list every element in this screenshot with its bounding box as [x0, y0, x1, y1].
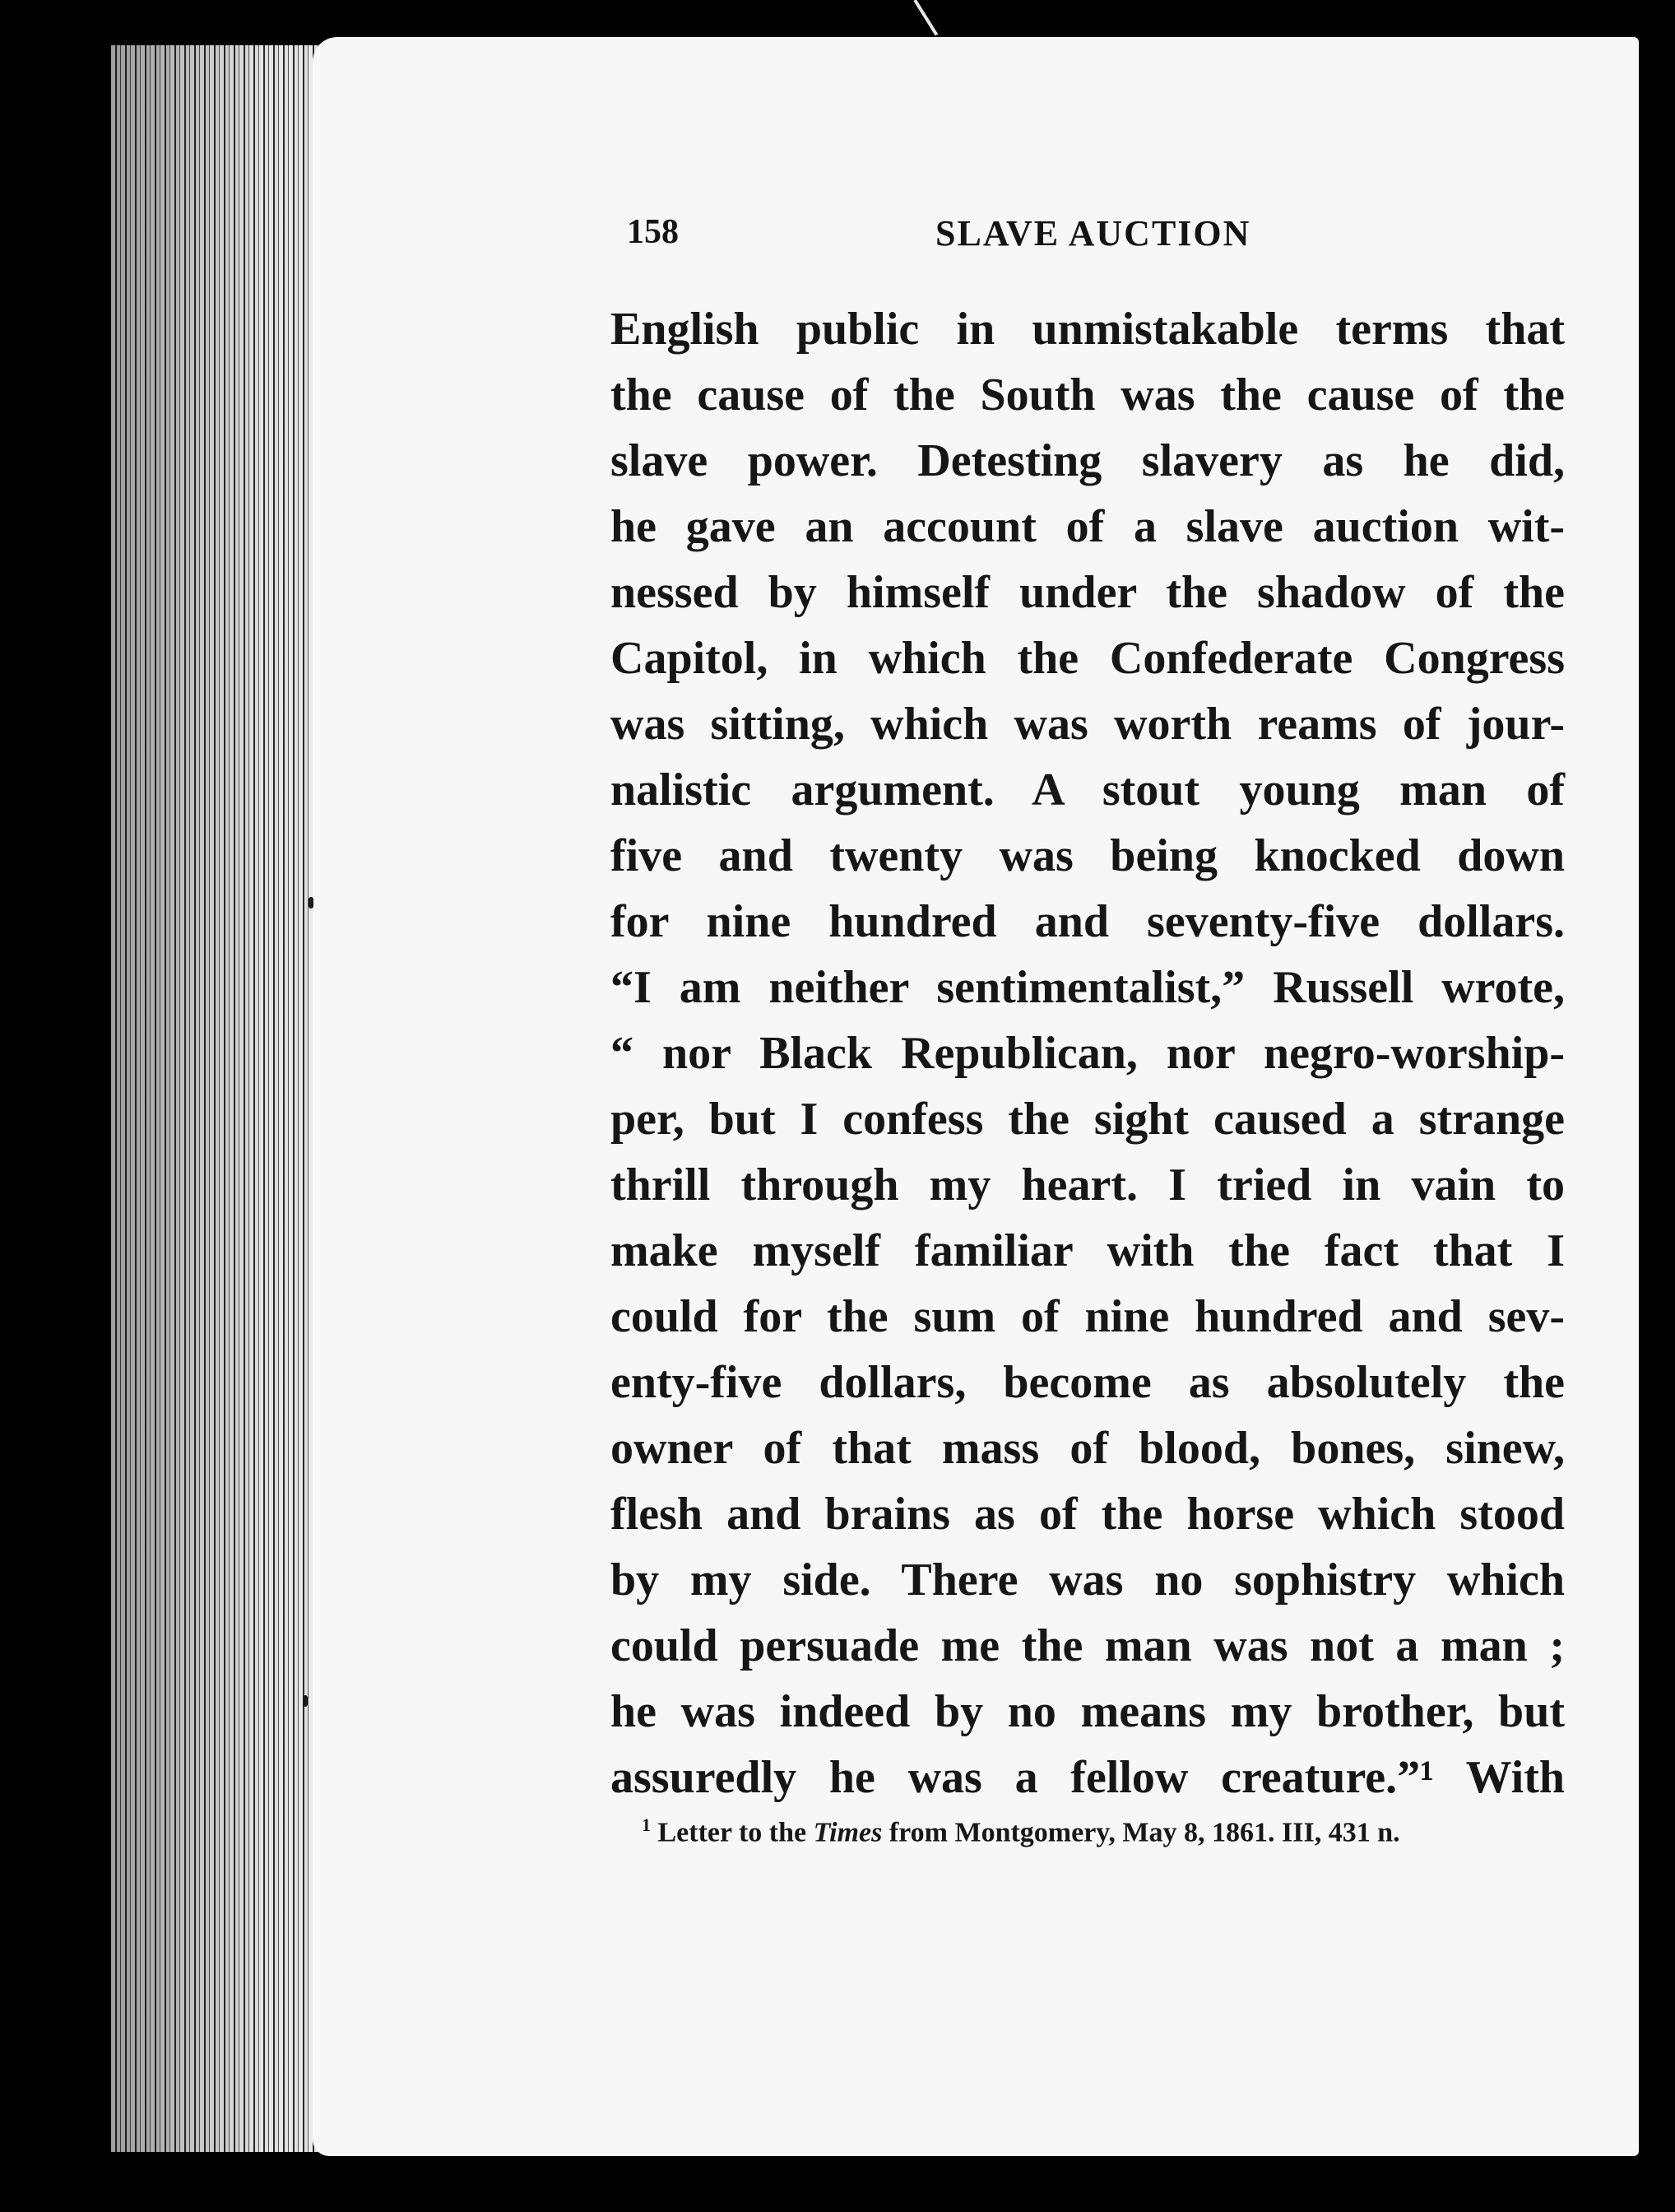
- text-line: by my side. There was no sophistry which: [610, 1554, 1565, 1606]
- text-line: nalistic argument. A stout young man of: [610, 764, 1565, 816]
- text-line: could for the sum of nine hundred and sev-: [610, 1291, 1565, 1342]
- text-line: make myself familiar with the fact that I: [610, 1225, 1565, 1276]
- text-line: nessed by himself under the shadow of the: [610, 567, 1565, 618]
- text-line: five and twenty was being knocked down: [610, 830, 1565, 881]
- text-line: English public in unmistakable terms that: [610, 304, 1565, 355]
- text-line: Capitol, in which the Confederate Congress: [610, 633, 1565, 684]
- text-line: he was indeed by no means my brother, but: [610, 1686, 1565, 1737]
- text-line: the cause of the South was the cause of the: [610, 369, 1565, 421]
- text-line: flesh and brains as of the horse which stood: [610, 1489, 1565, 1540]
- text-line: “ nor Black Republican, nor negro-worship-: [610, 1028, 1565, 1079]
- text-line: enty-five dollars, become as absolutely the: [610, 1357, 1565, 1408]
- text-line: assuredly he was a fellow creature.”¹ With: [610, 1752, 1565, 1803]
- footnote-suffix: from Montgomery, May 8, 1861. III, 431 n.: [882, 1817, 1400, 1848]
- scan-speck: [309, 897, 313, 908]
- text-line: he gave an account of a slave auction wit-: [610, 501, 1565, 552]
- scan-speck: [303, 1695, 308, 1707]
- text-line: slave power. Detesting slavery as he did,: [610, 435, 1565, 486]
- page-corner-fold: [913, 0, 938, 35]
- text-line: could persuade me the man was not a man ;: [610, 1620, 1565, 1671]
- running-head: [627, 212, 1565, 270]
- footnote: [642, 1815, 1547, 1848]
- text-line: was sitting, which was worth reams of jour-: [610, 699, 1565, 750]
- text-line: “I am neither sentimentalist,” Russell wrote,: [610, 962, 1565, 1013]
- body-text: [610, 296, 1565, 1810]
- text-line: owner of that mass of blood, bones, sinew,: [610, 1423, 1565, 1474]
- text-line: per, but I confess the sight caused a strange: [610, 1094, 1565, 1145]
- text-line: for nine hundred and seventy-five dollars.: [610, 896, 1565, 947]
- footnote-marker: 1: [642, 1815, 651, 1835]
- text-line: thrill through my heart. I tried in vain to: [610, 1159, 1565, 1211]
- running-title: SLAVE AUCTION: [935, 213, 1251, 253]
- page-number: 158: [627, 213, 679, 251]
- footnote-italic-title: Times: [813, 1817, 883, 1848]
- footnote-prefix: Letter to the: [657, 1817, 814, 1848]
